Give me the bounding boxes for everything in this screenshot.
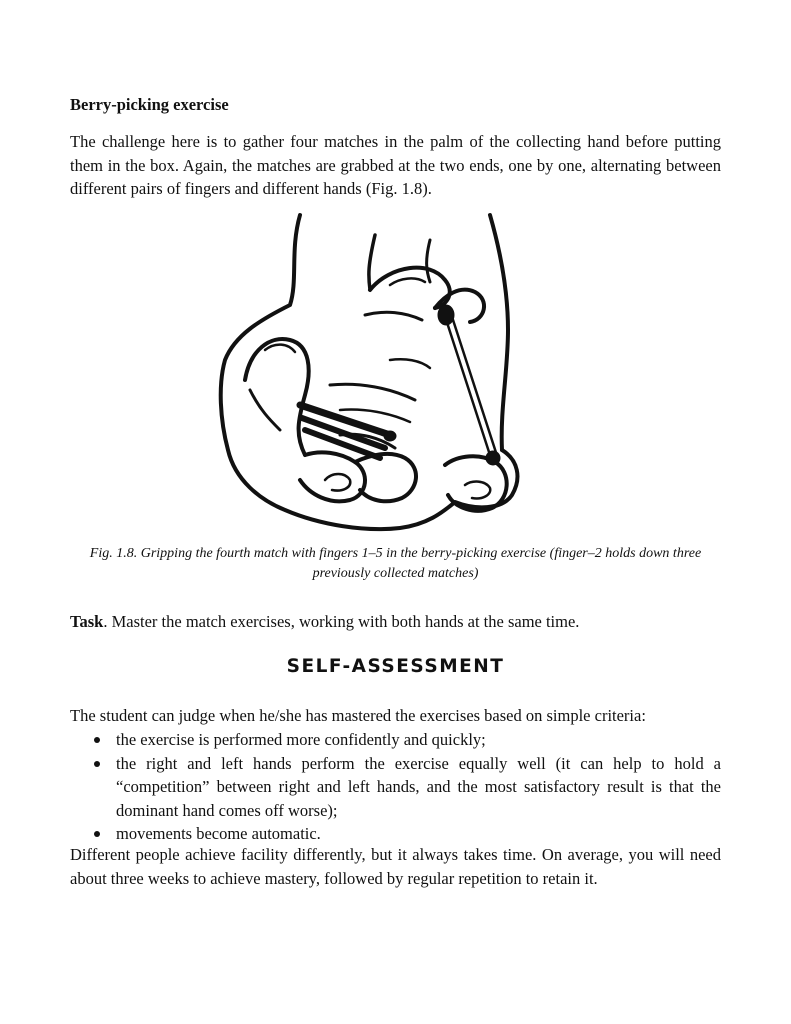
- task-text: . Master the match exercises, working with both hands at the same time.: [103, 612, 580, 631]
- section-heading: Berry-picking exercise: [70, 95, 229, 114]
- task-label: Task: [70, 612, 104, 631]
- bullet-icon: [94, 761, 100, 767]
- list-item: [70, 822, 721, 846]
- figure-caption: Fig. 1.8. Gripping the fourth match with fingers 1–5 in the berry-picking exercise (finger–2 holds down three previously collected matches): [89, 546, 702, 581]
- document-page: [70, 0, 721, 1024]
- self-assessment-title: SELF-ASSESSMENT: [286, 656, 505, 677]
- hand-illustration: [190, 210, 610, 540]
- self-assessment-intro: The student can judge when he/she has mastered the exercises based on simple criteria:: [70, 706, 646, 725]
- criterion-text: movements become automatic.: [116, 824, 321, 843]
- criteria-list: [70, 728, 721, 846]
- bullet-icon: [94, 737, 100, 743]
- criterion-text: the right and left hands perform the exercise equally well (it can help to hold a “competition” between right and left hands, and the most satisfactory result is that the dominant hand comes off worse);: [116, 753, 721, 820]
- conclusion-paragraph: Different people achieve facility differently, but it always takes time. On average, you will need about three weeks to achieve mastery, followed by regular repetition to retain it.: [70, 845, 721, 888]
- list-item: [70, 728, 721, 752]
- criterion-text: the exercise is performed more confidently and quickly;: [116, 730, 486, 749]
- bullet-icon: [94, 831, 100, 837]
- intro-paragraph: The challenge here is to gather four matches in the palm of the collecting hand before putting them in the box. Again, the matches are grabbed at the two ends, one by one, alternating between different pairs of fingers and different hands (Fig. 1.8).: [70, 132, 721, 198]
- list-item: [70, 752, 721, 823]
- task-paragraph: [70, 610, 579, 634]
